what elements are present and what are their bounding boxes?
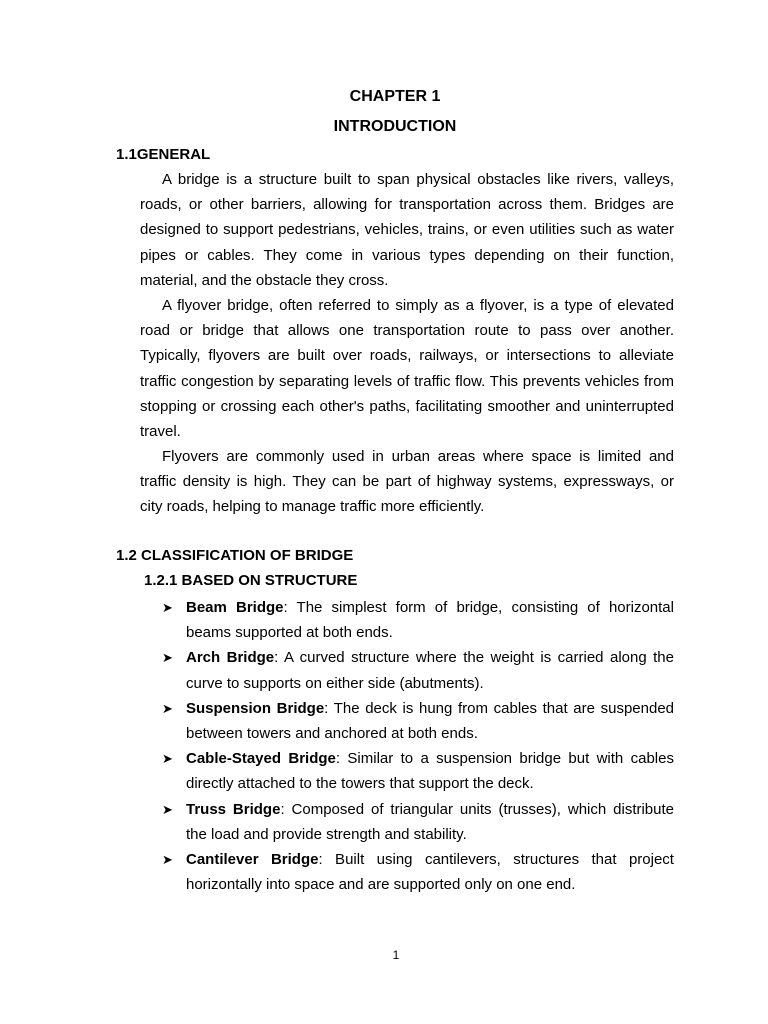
section-number: 1.2 [116, 547, 137, 564]
bridge-type-description: : The simplest form of bridge, consisting of horizontal beams supported at both ends. [186, 599, 674, 642]
chapter-title: INTRODUCTION [333, 118, 457, 135]
bridge-type-description: : A curved structure where the weight is carried along the curve to supports on either side (abutments). [186, 649, 674, 692]
section-number: 1.1 [116, 146, 137, 163]
arrow-bullet-icon: ➤ [162, 801, 173, 817]
bridge-type-term: Cantilever Bridge [186, 851, 319, 869]
bridge-type-term: Truss Bridge [186, 800, 281, 818]
section-title: GENERAL [136, 146, 211, 163]
section-heading-classification [116, 546, 353, 566]
chapter-label: CHAPTER 1 [349, 88, 441, 105]
list-item [162, 797, 674, 847]
arrow-bullet-icon: ➤ [162, 600, 173, 615]
subsection-title: BASED ON STRUCTURE [181, 572, 358, 589]
bridge-type-description: : Similar to a suspension bridge but with cables directly attached to the towers that support the deck. [186, 750, 674, 793]
list-item [162, 595, 674, 645]
bridge-type-description: : The deck is hung from cables that are suspended between towers and anchored at both ends. [186, 699, 675, 743]
bridge-type-description: : Composed of triangular units (trusses), which distribute the load and provide strength and stability. [186, 800, 675, 843]
section-heading-general [116, 145, 210, 165]
arrow-bullet-icon: ➤ [162, 700, 173, 716]
subsection-number: 1.2.1 [144, 572, 178, 589]
bridge-type-list [162, 595, 674, 897]
list-item [162, 645, 674, 695]
section-title: CLASSIFICATION OF BRIDGE [141, 547, 354, 564]
bridge-type-term: Cable-Stayed Bridge [186, 750, 336, 768]
list-item [162, 746, 674, 796]
arrow-bullet-icon: ➤ [162, 751, 173, 767]
subsection-heading-structure [144, 571, 357, 591]
list-item [162, 847, 674, 897]
bridge-type-term: Beam Bridge [186, 599, 284, 616]
page-number: 1 [392, 948, 400, 962]
bridge-type-term: Arch Bridge [186, 649, 275, 667]
paragraph-flyover-usage: Flyovers are commonly used in urban areas where space is limited and traffic density is high. They can be part of highway systems, expressways, or city roads, helping to manage traffic more efficiently. [140, 448, 674, 516]
arrow-bullet-icon: ➤ [162, 650, 173, 666]
arrow-bullet-icon: ➤ [162, 852, 173, 868]
list-item [162, 696, 674, 746]
paragraph-bridge-definition: A bridge is a structure built to span physical obstacles like rivers, valleys, roads, or other barriers, allowing for transportation across them. Bridges are designed to support pedestrians, vehicles, trains, or even utilities such as water pipes or cables. They come in various types depending on their function, material, and the obstacle they cross. [140, 171, 674, 289]
bridge-type-term: Suspension Bridge [186, 699, 325, 717]
paragraph-flyover-definition: A flyover bridge, often referred to simply as a flyover, is a type of elevated road or bridge that allows one transportation route to pass over another. Typically, flyovers are built over roads, railways, or intersections to alleviate traffic congestion by separating levels of traffic flow. This prevents vehicles from stopping or crossing each other's paths, facilitating smoother and uninterrupted travel. [140, 297, 674, 441]
bridge-type-description: : Built using cantilevers, structures that project horizontally into space and are supported only on one end. [186, 851, 674, 894]
